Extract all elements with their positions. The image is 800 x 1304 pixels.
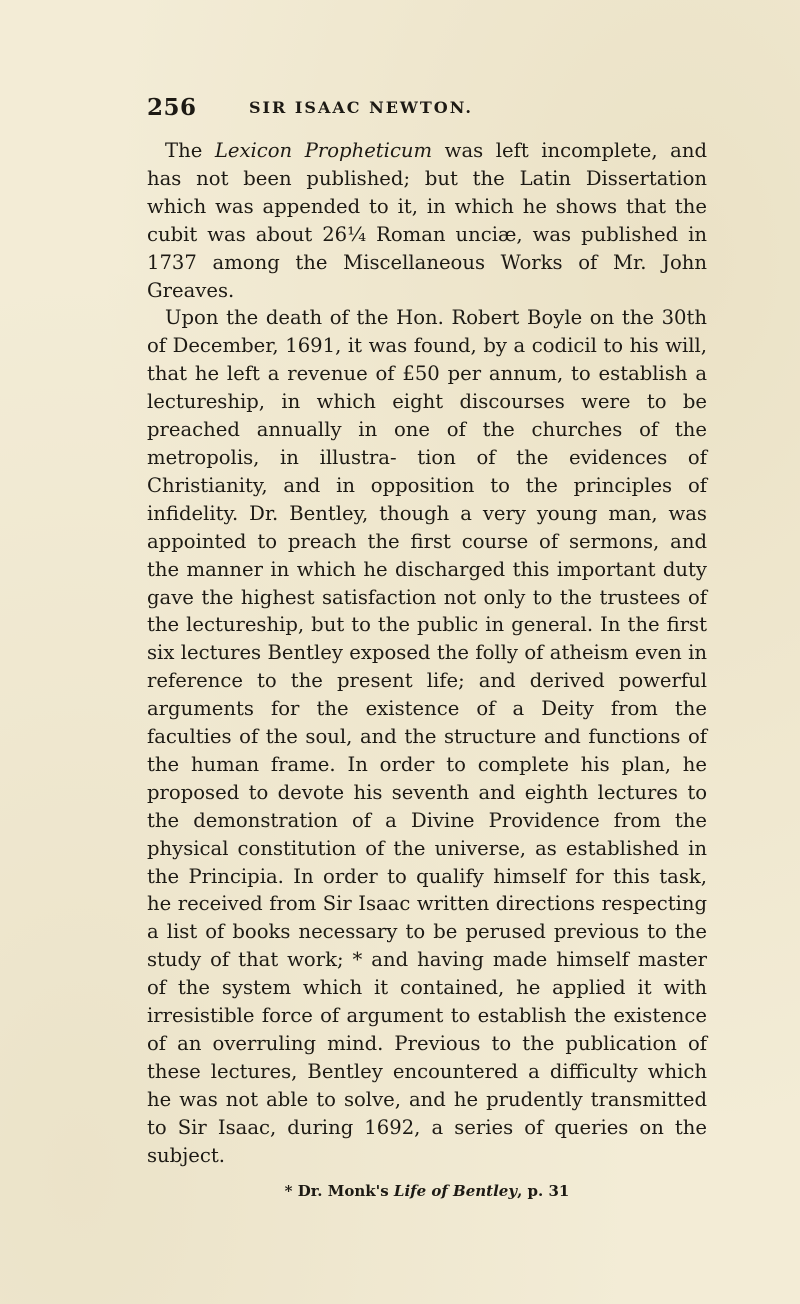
- footnote-title: Life of Bentley: [393, 1182, 518, 1200]
- paragraph-lexicon-start: The: [165, 139, 215, 162]
- body-text: [147, 137, 707, 1170]
- footnote-start: * Dr. Monk's: [284, 1182, 394, 1200]
- lexicon-title: Lexicon Propheticum: [214, 139, 433, 162]
- running-head: SIR ISAAC NEWTON.: [249, 98, 473, 117]
- footnote: [147, 1182, 707, 1200]
- footnote-rest: , p. 31: [517, 1182, 570, 1200]
- paragraph-lexicon: [147, 137, 707, 304]
- page-header: [147, 94, 707, 128]
- page-number: 256: [147, 94, 197, 121]
- paragraph-lexicon-rest: was left incomplete, and has not been published; but the Latin Dissertation which was appended to it, in which he shows that the cubit was about 26¼ Roman unciæ, was published in 1737 among the Miscellaneous Works of Mr. John Greaves.: [147, 139, 707, 302]
- paragraph-boyle-lectures: Upon the death of the Hon. Robert Boyle on the 30th of December, 1691, it was found, by a codicil to his will, that he left a revenue of £50 per annum, to establish a lectureship, in which eight discourses were to be preached annually in one of the churches of the metropolis, in illustra- tion of the evidences of Christianity, and in opposition to the principles of infidelity. Dr. Bentley, though a very young man, was appointed to preach the first course of sermons, and the manner in which he discharged this important duty gave the highest satisfaction not only to the trustees of the lectureship, but to the public in general. In the first six lectures Bentley exposed the folly of atheism even in reference to the present life; and derived powerful arguments for the existence of a Deity from the faculties of the soul, and the structure and functions of the human frame. In order to complete his plan, he proposed to devote his seventh and eighth lectures to the demonstration of a Divine Providence from the physical constitution of the universe, as established in the Principia. In order to qualify himself for this task, he received from Sir Isaac written directions respecting a list of books necessary to be perused previous to the study of that work; * and having made himself master of the system which it contained, he applied it with irresistible force of argument to establish the existence of an overruling mind. Previous to the publication of these lectures, Bentley encountered a difficulty which he was not able to solve, and he prudently transmitted to Sir Isaac, during 1692, a series of queries on the subject.: [147, 306, 707, 1167]
